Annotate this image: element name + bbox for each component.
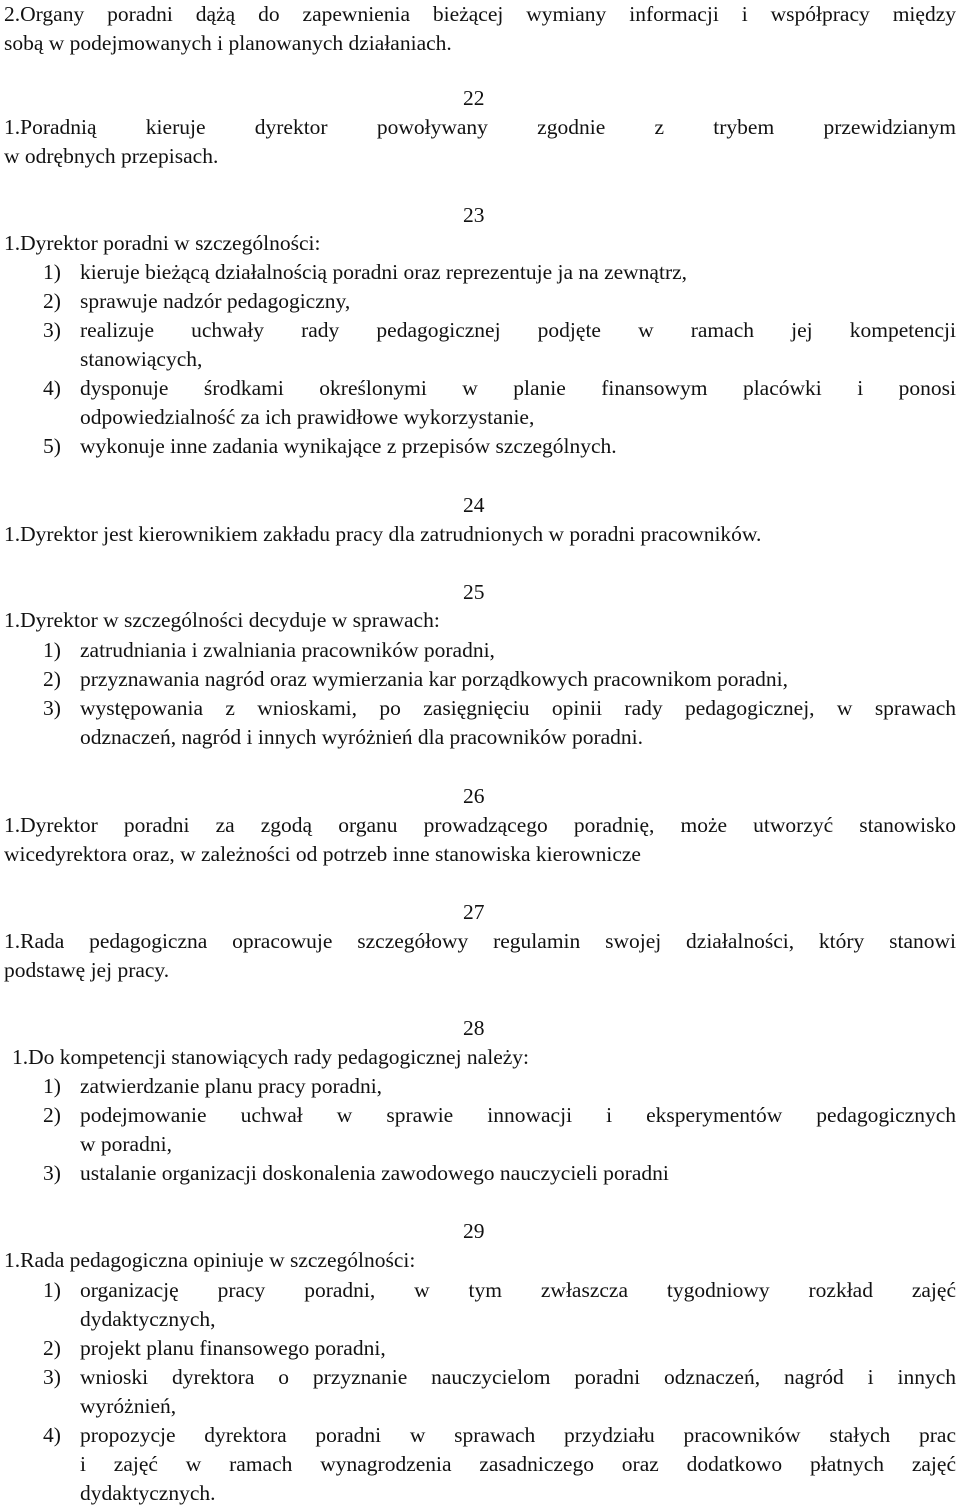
s25-item-3-number: 3) bbox=[43, 696, 61, 720]
s29-item-3-text-line2: wyróżnień, bbox=[80, 1394, 177, 1418]
s29-item-2-number: 2) bbox=[43, 1336, 61, 1360]
s28-item-2-text-line2: w poradni, bbox=[80, 1132, 172, 1156]
section-25-number: 25 bbox=[463, 580, 485, 604]
s29-item-4-text-line1: propozycje dyrektora poradni w sprawach przydziału pracowników stałych prac bbox=[80, 1423, 956, 1447]
s29-item-1-text-line2: dydaktycznych, bbox=[80, 1307, 216, 1331]
s29-item-1-text-line1: organizację pracy poradni, w tym zwłaszcza tygodniowy rozkład zajęć bbox=[80, 1278, 956, 1302]
s23-item-3-text-line1: realizuje uchwały rady pedagogicznej podjęte w ramach jej kompetencji bbox=[80, 318, 956, 342]
s27-line1: 1.Rada pedagogiczna opracowuje szczegółowy regulamin swojej działalności, który stanowi bbox=[4, 929, 956, 953]
s29-item-4-text-line2: i zajęć w ramach wynagrodzenia zasadniczego oraz dodatkowo płatnych zajęć bbox=[80, 1452, 956, 1476]
s26-line2: wicedyrektora oraz, w zależności od potrzeb inne stanowiska kierownicze bbox=[4, 842, 641, 866]
s27-line2: podstawę jej pracy. bbox=[4, 958, 170, 982]
s29-item-3-text-line1: wnioski dyrektora o przyznanie nauczycielom poradni odznaczeń, nagród i innych bbox=[80, 1365, 956, 1389]
section-26-number: 26 bbox=[463, 784, 485, 808]
s25-item-2-number: 2) bbox=[43, 667, 61, 691]
s23-item-4-text-line1: dysponuje środkami określonymi w planie finansowym placówki i ponosi bbox=[80, 376, 956, 400]
s22-p1-line2: w odrębnych przepisach. bbox=[4, 144, 219, 168]
section-28-number: 28 bbox=[463, 1016, 485, 1040]
s23-item-2-text: sprawuje nadzór pedagogiczny, bbox=[80, 289, 351, 313]
s25-item-3-text-line1: występowania z wnioskami, po zasięgnięciu opinii rady pedagogicznej, w sprawach bbox=[80, 696, 956, 720]
s23-item-4-number: 4) bbox=[43, 376, 61, 400]
s25-item-1-number: 1) bbox=[43, 638, 61, 662]
section-29-number: 29 bbox=[463, 1219, 485, 1243]
s28-item-1-text: zatwierdzanie planu pracy poradni, bbox=[80, 1074, 383, 1098]
s28-item-1-number: 1) bbox=[43, 1074, 61, 1098]
s29-lead: 1.Rada pedagogiczna opiniuje w szczególności: bbox=[4, 1248, 416, 1272]
s23-item-5-number: 5) bbox=[43, 434, 61, 458]
s28-item-2-number: 2) bbox=[43, 1103, 61, 1127]
s25-item-3-text-line2: odznaczeń, nagród i innych wyróżnień dla pracowników poradni. bbox=[80, 725, 643, 749]
s29-item-3-number: 3) bbox=[43, 1365, 61, 1389]
s25-lead: 1.Dyrektor w szczególności decyduje w sprawach: bbox=[4, 608, 440, 632]
s29-item-4-text-line3: dydaktycznych. bbox=[80, 1481, 216, 1505]
section-27-number: 27 bbox=[463, 900, 485, 924]
s23-lead: 1.Dyrektor poradni w szczególności: bbox=[4, 231, 321, 255]
section-23-number: 23 bbox=[463, 203, 485, 227]
intro-p2-line2: sobą w podejmowanych i planowanych działaniach. bbox=[4, 31, 452, 55]
s24-lead: 1.Dyrektor jest kierownikiem zakładu pracy dla zatrudnionych w poradni pracowników. bbox=[4, 522, 762, 546]
s23-item-5-text: wykonuje inne zadania wynikające z przepisów szczególnych. bbox=[80, 434, 617, 458]
section-22-number: 22 bbox=[463, 86, 485, 110]
s23-item-3-text-line2: stanowiących, bbox=[80, 347, 203, 371]
s29-item-2-text: projekt planu finansowego poradni, bbox=[80, 1336, 386, 1360]
intro-p2-line1: 2.Organy poradni dążą do zapewnienia bieżącej wymiany informacji i współpracy między bbox=[4, 2, 956, 26]
s25-item-2-text: przyznawania nagród oraz wymierzania kar porządkowych pracownikom poradni, bbox=[80, 667, 789, 691]
section-24-number: 24 bbox=[463, 493, 485, 517]
s23-item-1-number: 1) bbox=[43, 260, 61, 284]
s28-lead: 1.Do kompetencji stanowiących rady pedagogicznej należy: bbox=[12, 1045, 529, 1069]
s28-item-2-text-line1: podejmowanie uchwał w sprawie innowacji i eksperymentów pedagogicznych bbox=[80, 1103, 956, 1127]
s22-p1-line1: 1.Poradnią kieruje dyrektor powoływany zgodnie z trybem przewidzianym bbox=[4, 115, 956, 139]
s23-item-4-text-line2: odpowiedzialność za ich prawidłowe wykorzystanie, bbox=[80, 405, 535, 429]
s23-item-1-text: kieruje bieżącą działalnością poradni oraz reprezentuje ja na zewnątrz, bbox=[80, 260, 688, 284]
s23-item-3-number: 3) bbox=[43, 318, 61, 342]
s29-item-1-number: 1) bbox=[43, 1278, 61, 1302]
s26-line1: 1.Dyrektor poradni za zgodą organu prowadzącego poradnię, może utworzyć stanowisko bbox=[4, 813, 956, 837]
s28-item-3-number: 3) bbox=[43, 1161, 61, 1185]
s23-item-2-number: 2) bbox=[43, 289, 61, 313]
s29-item-4-number: 4) bbox=[43, 1423, 61, 1447]
s25-item-1-text: zatrudniania i zwalniania pracowników poradni, bbox=[80, 638, 495, 662]
s28-item-3-text: ustalanie organizacji doskonalenia zawodowego nauczycieli poradni bbox=[80, 1161, 669, 1185]
